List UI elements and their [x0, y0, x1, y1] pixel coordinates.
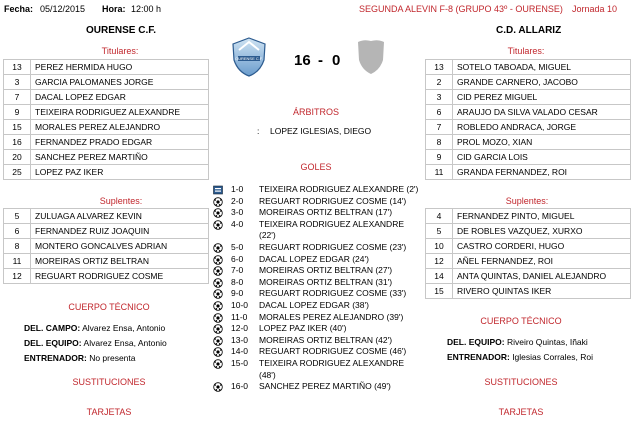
player-number: 4	[426, 209, 453, 224]
player-row[interactable]	[4, 269, 209, 284]
player-number: 11	[426, 165, 453, 180]
goal-scorer[interactable]: MOREIRAS ORTIZ BELTRAN (31')	[259, 276, 393, 287]
player-number: 5	[4, 209, 31, 224]
player-name[interactable]: ANTA QUINTAS, DANIEL ALEJANDRO	[453, 269, 631, 284]
player-row[interactable]	[426, 120, 631, 135]
goal-score: 12-0	[231, 323, 249, 334]
player-number: 15	[426, 284, 453, 299]
match-header	[0, 0, 633, 14]
player-name[interactable]: CID PEREZ MIGUEL	[453, 90, 631, 105]
goal-scorer[interactable]: DACAL LOPEZ EDGAR (24')	[259, 253, 369, 264]
away-titulares-table	[425, 59, 631, 180]
player-row[interactable]	[4, 75, 209, 90]
goal-score: 15-0	[231, 358, 249, 368]
player-number: 10	[426, 239, 453, 254]
goal-scorer[interactable]: REGUART RODRIGUEZ COSME (14')	[259, 195, 407, 206]
player-name[interactable]: GARCIA PALOMANES JORGE	[31, 75, 209, 90]
goal-score: 6-0	[231, 253, 244, 264]
player-number: 15	[4, 120, 31, 135]
player-row[interactable]	[4, 209, 209, 224]
away-team-name[interactable]: C.D. ALLARIZ	[496, 25, 562, 36]
player-name[interactable]: PROL MOZO, XIAN	[453, 135, 631, 150]
player-row[interactable]	[426, 150, 631, 165]
goal-score: 2-0	[231, 195, 244, 206]
player-name[interactable]: GRANDE CARNERO, JACOBO	[453, 75, 631, 90]
hora-label: Hora:	[102, 4, 126, 14]
player-row[interactable]	[426, 209, 631, 224]
player-row[interactable]	[4, 135, 209, 150]
ball-icon	[213, 266, 222, 275]
home-staff-entrenador: ENTRENADOR: No presenta	[24, 353, 136, 363]
player-row[interactable]	[426, 239, 631, 254]
player-name[interactable]: FERNANDEZ PRADO EDGAR	[31, 135, 209, 150]
goal-score: 4-0	[231, 218, 244, 229]
player-row[interactable]	[426, 254, 631, 269]
goal-scorer[interactable]: SANCHEZ PEREZ MARTIÑO (49')	[259, 381, 391, 392]
player-row[interactable]	[426, 75, 631, 90]
goal-score: 9-0	[231, 288, 244, 299]
away-titulares-label: Titulares:	[507, 46, 545, 56]
ball-icon	[213, 301, 222, 310]
jornada-label: Jornada 10	[572, 4, 618, 14]
goal-score: 1-0	[231, 184, 244, 194]
goal-scorer[interactable]: DACAL LOPEZ EDGAR (38')	[259, 300, 369, 310]
home-score: 16	[294, 52, 311, 69]
goal-score: 7-0	[231, 265, 244, 276]
player-row[interactable]	[426, 90, 631, 105]
home-staff-del-equipo: DEL. EQUIPO: Alvarez Ensa, Antonio	[24, 338, 167, 348]
ball-icon	[213, 359, 222, 368]
ball-icon	[213, 243, 222, 252]
player-number: 3	[4, 75, 31, 90]
player-number: 9	[426, 150, 453, 165]
goal-score: 8-0	[231, 276, 244, 287]
away-staff-entrenador: ENTRENADOR: Iglesias Corrales, Roi	[447, 352, 593, 362]
goal-scorer[interactable]: MOREIRAS ORTIZ BELTRAN (17')	[259, 207, 393, 218]
player-row[interactable]	[426, 165, 631, 180]
goal-score: 5-0	[231, 242, 244, 252]
player-number: 8	[426, 135, 453, 150]
player-number: 11	[4, 254, 31, 269]
away-tarjetas-label: TARJETAS	[498, 407, 544, 417]
player-number: 6	[426, 105, 453, 120]
goal-scorer[interactable]: REGUART RODRIGUEZ COSME (46')	[259, 346, 407, 357]
player-row[interactable]	[4, 239, 209, 254]
ball-icon	[213, 336, 222, 345]
ball-icon	[213, 255, 222, 264]
player-name[interactable]: DACAL LOPEZ EDGAR	[31, 90, 209, 105]
away-cuerpo-tecnico-label: CUERPO TÉCNICO	[480, 316, 562, 326]
player-number: 12	[426, 254, 453, 269]
goal-scorer[interactable]: TEIXEIRA RODRIGUEZ ALEXANDRE	[259, 218, 405, 229]
home-staff-del-campo: DEL. CAMPO: Alvarez Ensa, Antonio	[24, 323, 166, 333]
player-number: 7	[4, 90, 31, 105]
svg-text:OURENSE C.F.: OURENSE C.F.	[234, 56, 264, 61]
player-number: 6	[4, 224, 31, 239]
ball-icon	[213, 382, 222, 391]
match-time: 12:00 h	[131, 4, 162, 14]
goal-scorer[interactable]: REGUART RODRIGUEZ COSME (33')	[259, 288, 407, 299]
player-row[interactable]	[426, 135, 631, 150]
player-name[interactable]: AÑEL FERNANDEZ, ROI	[453, 254, 631, 269]
player-name[interactable]: DE ROBLES VAZQUEZ, XURXO	[453, 224, 631, 239]
player-row[interactable]	[4, 60, 209, 75]
home-tarjetas-label: TARJETAS	[86, 407, 132, 417]
referee-colon: :	[257, 126, 260, 136]
player-row[interactable]	[426, 269, 631, 284]
goal-minute: (22')	[259, 230, 276, 241]
player-name[interactable]: MOREIRAS ORTIZ BELTRAN	[31, 254, 209, 269]
ball-icon	[213, 347, 222, 356]
player-row[interactable]	[426, 60, 631, 75]
referee-name: LOPEZ IGLESIAS, DIEGO	[270, 126, 372, 136]
player-number: 8	[4, 239, 31, 254]
goal-scorer[interactable]: TEIXEIRA RODRIGUEZ ALEXANDRE (2')	[259, 184, 419, 194]
away-sustituciones-label: SUSTITUCIONES	[484, 377, 558, 387]
player-row[interactable]	[4, 150, 209, 165]
player-row[interactable]	[426, 105, 631, 120]
player-row[interactable]	[4, 224, 209, 239]
home-cuerpo-tecnico-label: CUERPO TÉCNICO	[68, 302, 150, 312]
player-number: 20	[4, 150, 31, 165]
player-name[interactable]: PEREZ HERMIDA HUGO	[31, 60, 209, 75]
player-name[interactable]: ARAUJO DA SILVA VALADO CESAR	[453, 105, 631, 120]
player-name[interactable]: SANCHEZ PEREZ MARTIÑO	[31, 150, 209, 165]
home-crest-icon[interactable]	[230, 36, 268, 78]
player-name[interactable]: FERNANDEZ RUIZ JOAQUIN	[31, 224, 209, 239]
goal-scorer[interactable]: MORALES PEREZ ALEJANDRO (39')	[259, 311, 404, 322]
player-row[interactable]	[4, 165, 209, 180]
goal-scorer[interactable]: LOPEZ PAZ IKER (40')	[259, 323, 347, 334]
player-number: 13	[4, 60, 31, 75]
player-name[interactable]: FERNANDEZ PINTO, MIGUEL	[453, 209, 631, 224]
goal-scorer[interactable]: REGUART RODRIGUEZ COSME (23')	[259, 242, 407, 252]
player-name[interactable]: CASTRO CORDERI, HUGO	[453, 239, 631, 254]
home-suplentes-table	[3, 208, 209, 284]
player-number: 7	[426, 120, 453, 135]
goal-minute: (48')	[259, 369, 276, 380]
goal-scorer[interactable]: MOREIRAS ORTIZ BELTRAN (42')	[259, 334, 393, 345]
home-titulares-label: Titulares:	[101, 46, 139, 56]
goal-scorer[interactable]: TEIXEIRA RODRIGUEZ ALEXANDRE	[259, 358, 405, 368]
player-name[interactable]: SOTELO TABOADA, MIGUEL	[453, 60, 631, 75]
away-suplentes-table	[425, 208, 631, 299]
away-suplentes-label: Suplentes:	[505, 196, 549, 206]
player-number: 25	[4, 165, 31, 180]
fecha-label: Fecha:	[4, 4, 34, 14]
ball-icon	[213, 278, 222, 287]
ball-icon	[213, 289, 222, 298]
player-row[interactable]	[4, 105, 209, 120]
ball-icon	[213, 220, 222, 229]
player-row[interactable]	[4, 254, 209, 269]
player-name[interactable]: MONTERO GONCALVES ADRIAN	[31, 239, 209, 254]
goal-score: 14-0	[231, 346, 249, 357]
home-team-name[interactable]: OURENSE C.F.	[86, 25, 157, 36]
arbitros-label: ÁRBITROS	[292, 107, 339, 117]
player-name[interactable]: TEIXEIRA RODRIGUEZ ALEXANDRE	[31, 105, 209, 120]
away-staff-del-equipo: DEL. EQUIPO: Riveiro Quintas, Iñaki	[447, 337, 588, 347]
goal-scorer[interactable]: MOREIRAS ORTIZ BELTRAN (27')	[259, 265, 393, 276]
goal-score: 16-0	[231, 381, 249, 392]
player-name[interactable]: ZULUAGA ALVAREZ KEVIN	[31, 209, 209, 224]
player-row[interactable]	[426, 224, 631, 239]
player-name[interactable]: ROBLEDO ANDRACA, JORGE	[453, 120, 631, 135]
goal-score: 13-0	[231, 334, 249, 345]
player-number: 2	[426, 75, 453, 90]
ball-icon	[213, 208, 222, 217]
home-sustituciones-label: SUSTITUCIONES	[72, 377, 146, 387]
player-name[interactable]: MORALES PEREZ ALEJANDRO	[31, 120, 209, 135]
ball-icon	[213, 324, 222, 333]
shirt-icon	[213, 185, 222, 194]
ball-icon	[213, 197, 222, 206]
player-number: 12	[4, 269, 31, 284]
player-row[interactable]	[4, 120, 209, 135]
player-name[interactable]: CID GARCIA LOIS	[453, 150, 631, 165]
match-date: 05/12/2015	[40, 4, 86, 14]
player-name[interactable]: LOPEZ PAZ IKER	[31, 165, 209, 180]
player-row[interactable]	[4, 90, 209, 105]
player-number: 9	[4, 105, 31, 120]
player-number: 14	[426, 269, 453, 284]
player-number: 16	[4, 135, 31, 150]
goal-score: 10-0	[231, 300, 249, 310]
home-titulares-table	[3, 59, 209, 180]
score-separator: -	[318, 52, 323, 69]
player-number: 5	[426, 224, 453, 239]
player-number: 13	[426, 60, 453, 75]
player-row[interactable]	[426, 284, 631, 299]
goal-score: 3-0	[231, 207, 244, 218]
player-name[interactable]: GRANDA FERNANDEZ, ROI	[453, 165, 631, 180]
player-name[interactable]: RIVERO QUINTAS IKER	[453, 284, 631, 299]
home-suplentes-label: Suplentes:	[99, 196, 143, 206]
player-name[interactable]: REGUART RODRIGUEZ COSME	[31, 269, 209, 284]
goles-label: GOLES	[300, 162, 332, 172]
ball-icon	[213, 313, 222, 322]
player-number: 3	[426, 90, 453, 105]
away-crest-icon[interactable]	[356, 38, 386, 76]
competition-title: SEGUNDA ALEVIN F-8 (GRUPO 43º - OURENSE)	[359, 4, 563, 14]
goal-score: 11-0	[231, 311, 248, 322]
away-score: 0	[332, 52, 341, 69]
